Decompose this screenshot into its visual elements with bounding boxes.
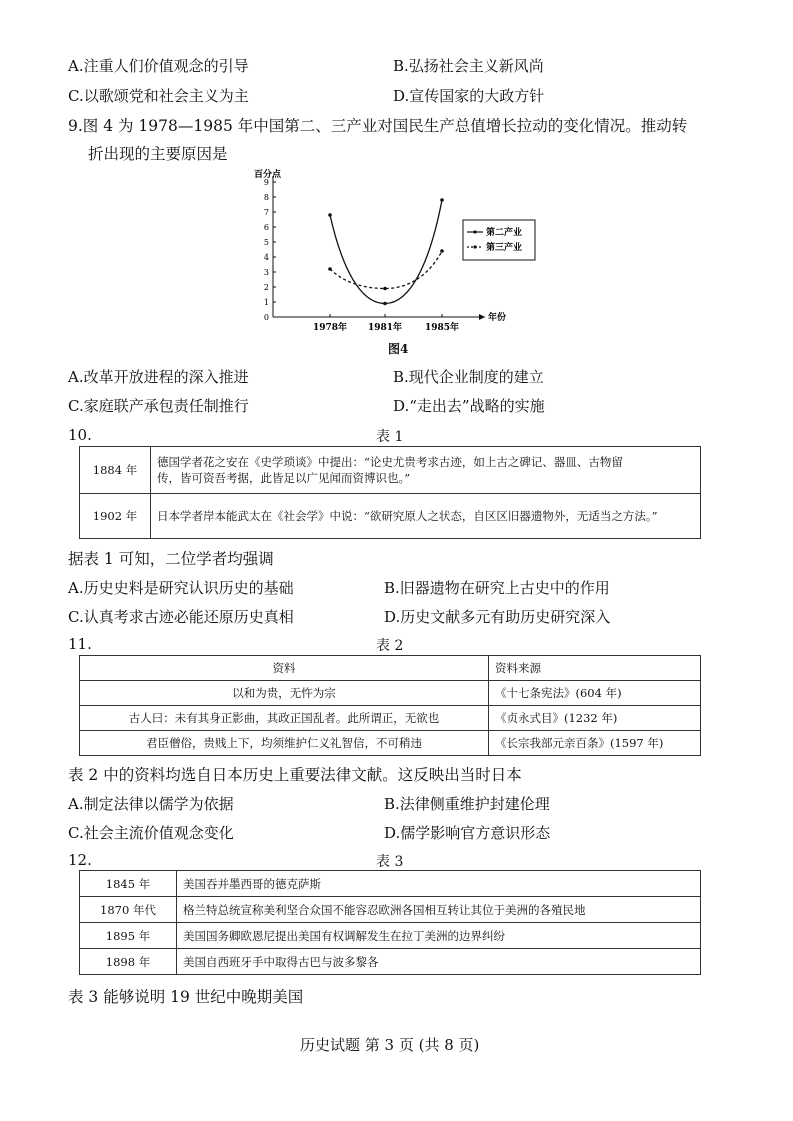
data-point	[383, 302, 387, 306]
y-tick-label: 6	[263, 223, 269, 232]
option-8a: A.注重人们价值观念的引导	[68, 57, 249, 75]
option-8c: C.以歌颂党和社会主义为主	[68, 87, 249, 105]
table-row	[80, 871, 701, 897]
option-11c: C.社会主流价值观念变化	[68, 824, 234, 842]
table-header-material: 资料	[80, 656, 489, 681]
table-row	[80, 731, 701, 756]
table-cell-event: 美国国务卿欧恩尼提出美国有权调解发生在拉丁美洲的边界纠纷	[177, 923, 701, 949]
y-tick-label: 5	[263, 238, 269, 247]
x-axis-arrow	[479, 314, 485, 320]
legend-box	[463, 220, 535, 260]
option-9d: D.“走出去”战略的实施	[393, 397, 545, 415]
table-cell-material: 古人曰：未有其身正影曲，其政正国乱者。此所谓正，无欲也	[80, 706, 489, 731]
table-header-row	[80, 656, 701, 681]
table-2	[79, 655, 701, 756]
y-tick-label: 9	[263, 178, 269, 187]
table-row	[80, 923, 701, 949]
table-cell-source: 《贞永式目》(1232 年)	[489, 706, 701, 731]
table-cell-year: 1898 年	[80, 949, 177, 975]
table-cell-material: 以和为贵，无忤为宗	[80, 681, 489, 706]
table-row	[80, 494, 701, 539]
table-cell-year: 1902 年	[80, 494, 151, 539]
y-tick-label: 1	[263, 298, 269, 307]
table-row	[80, 897, 701, 923]
data-point	[328, 267, 332, 271]
option-8b: B.弘扬社会主义新风尚	[393, 57, 544, 75]
option-11b: B.法律侧重维护封建伦理	[384, 795, 550, 813]
legend-label: 第二产业	[486, 228, 523, 238]
legend-label: 第三产业	[486, 243, 523, 253]
y-tick-label: 2	[263, 283, 269, 292]
option-9b: B.现代企业制度的建立	[393, 368, 544, 386]
data-point	[328, 213, 332, 217]
y-tick-label: 8	[263, 193, 269, 202]
table-row	[80, 706, 701, 731]
question-11-stem: 表 2 中的资料均选自日本历史上重要法律文献。这反映出当时日本	[68, 766, 522, 784]
table-cell-text: 日本学者岸本能武太在《社会学》中说：“欲研究原人之状态，自区区旧器遗物外，无适当之方法。”	[151, 494, 701, 539]
table-cell-material: 君臣僧俗，贵贱上下，均须维护仁义礼智信，不可稍违	[80, 731, 489, 756]
table-3	[79, 870, 701, 975]
table-cell-text-line1: 德国学者花之安在《史学琐谈》中提出：“论史尤贵考求古迹，如上古之碑记、器皿、古物留	[157, 455, 623, 469]
figure-caption: 图4	[388, 342, 409, 356]
y-tick-label: 0	[263, 313, 269, 322]
x-tick-label: 1981年	[367, 323, 403, 333]
question-9-stem-line1: 9.图 4 为 1978—1985 年中国第二、三产业对国民生产总值增长拉动的变化情况。推动转	[68, 117, 688, 135]
table-row	[80, 447, 701, 494]
y-axis-label: 百分点	[254, 170, 282, 180]
option-9a: A.改革开放进程的深入推进	[68, 368, 249, 386]
y-tick-label: 4	[263, 253, 269, 262]
option-10c: C.认真考求古迹必能还原历史真相	[68, 608, 294, 626]
data-point	[440, 198, 444, 202]
table-cell-event: 美国吞并墨西哥的德克萨斯	[177, 871, 701, 897]
x-tick-label: 1985年	[424, 323, 460, 333]
data-point	[440, 249, 444, 253]
option-11a: A.制定法律以儒学为依据	[68, 795, 234, 813]
question-10-stem: 据表 1 可知，二位学者均强调	[68, 550, 274, 568]
table-2-title: 表 2	[376, 638, 404, 654]
table-1-title: 表 1	[376, 429, 404, 445]
question-12-stem: 表 3 能够说明 19 世纪中晚期美国	[68, 988, 304, 1006]
question-11-number: 11.	[68, 635, 92, 653]
option-8d: D.宣传国家的大政方针	[393, 87, 545, 105]
x-axis-label: 年份	[488, 313, 507, 323]
y-tick-label: 7	[263, 208, 269, 217]
table-cell-source: 《十七条宪法》(604 年)	[489, 681, 701, 706]
question-12-number: 12.	[68, 851, 92, 869]
table-cell-event: 格兰特总统宣称美利坚合众国不能容忍欧洲各国相互转让其位于美洲的各殖民地	[177, 897, 701, 923]
table-cell-text-line2: 传，皆可资吾考据，此皆足以广见闻而资博识也。”	[157, 471, 411, 485]
legend-marker	[473, 230, 476, 233]
question-10-number: 10.	[68, 426, 92, 444]
table-row	[80, 681, 701, 706]
data-point	[383, 287, 387, 291]
table-cell-year: 1870 年代	[80, 897, 177, 923]
table-cell-text	[151, 447, 701, 494]
page-footer: 历史试题 第 3 页 (共 8 页)	[300, 1036, 480, 1054]
y-tick-label: 3	[263, 268, 269, 277]
option-10a: A.历史史料是研究认识历史的基础	[68, 579, 294, 597]
table-header-source: 资料来源	[489, 656, 701, 681]
question-9-stem-line2: 折出现的主要原因是	[88, 145, 228, 163]
option-10d: D.历史文献多元有助历史研究深入	[384, 608, 611, 626]
option-10b: B.旧器遗物在研究上古史中的作用	[384, 579, 610, 597]
series-line-tertiary-industry	[330, 251, 442, 289]
option-11d: D.儒学影响官方意识形态	[384, 824, 551, 842]
option-9c: C.家庭联产承包责任制推行	[68, 397, 249, 415]
table-cell-year: 1895 年	[80, 923, 177, 949]
figure-4-line-chart	[250, 165, 523, 340]
x-tick-label: 1978年	[312, 323, 348, 333]
table-cell-year: 1845 年	[80, 871, 177, 897]
table-row	[80, 949, 701, 975]
table-1	[79, 446, 701, 539]
table-cell-event: 美国自西班牙手中取得古巴与波多黎各	[177, 949, 701, 975]
table-cell-source: 《长宗我部元亲百条》(1597 年)	[489, 731, 701, 756]
table-3-title: 表 3	[376, 854, 404, 870]
table-cell-year: 1884 年	[80, 447, 151, 494]
legend-marker	[473, 245, 476, 248]
